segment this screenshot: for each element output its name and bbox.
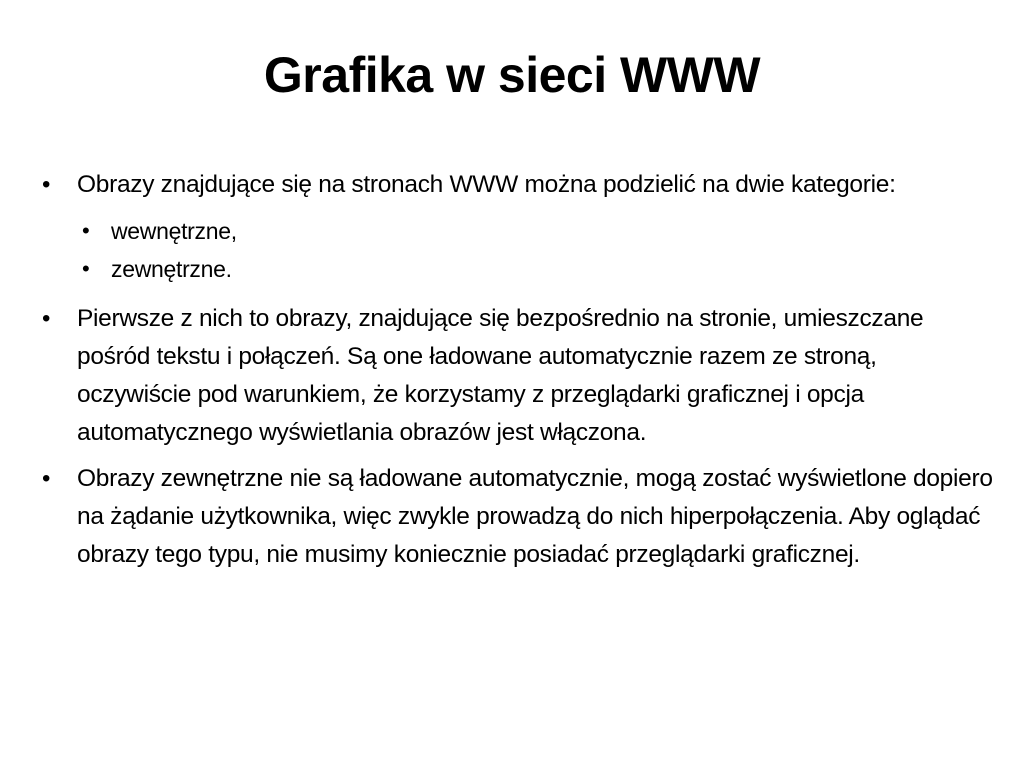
bullet-icon: •	[42, 465, 51, 492]
sub-bullet-item-1	[0, 212, 1024, 250]
sub-bullet-item-2	[0, 250, 1024, 288]
sub-bullet-list	[0, 212, 1024, 288]
slide-title: Grafika w sieci WWW	[263, 47, 761, 103]
bullet-item-2	[0, 300, 1024, 452]
bullet-list	[0, 166, 1024, 582]
bullet-icon: •	[82, 256, 90, 281]
bullet-text: Obrazy zewnętrzne nie są ładowane automatycznie, mogą zostać wyświetlone dopiero na żądanie użytkownika, więc zwykle prowadzą do nich hiperpołączenia. Aby oglądać obrazy tego typu, nie musimy koniecznie posiadać przeglądarki graficznej.	[77, 465, 993, 568]
sub-bullet-text: wewnętrzne,	[111, 218, 237, 244]
bullet-icon: •	[42, 171, 51, 198]
sub-bullet-text: zewnętrzne.	[111, 256, 232, 282]
bullet-item-3	[0, 460, 1024, 574]
bullet-item-1	[0, 166, 1024, 204]
bullet-icon: •	[42, 305, 51, 332]
bullet-text: Obrazy znajdujące się na stronach WWW można podzielić na dwie kategorie:	[77, 171, 896, 198]
bullet-text: Pierwsze z nich to obrazy, znajdujące się bezpośrednio na stronie, umieszczane pośród tekstu i połączeń. Są one ładowane automatycznie razem ze stroną, oczywiście pod warunkiem, że korzystamy z przeglądarki graficznej i opcja automatycznego wyświetlania obrazów jest włączona.	[77, 305, 924, 446]
bullet-icon: •	[82, 218, 90, 243]
